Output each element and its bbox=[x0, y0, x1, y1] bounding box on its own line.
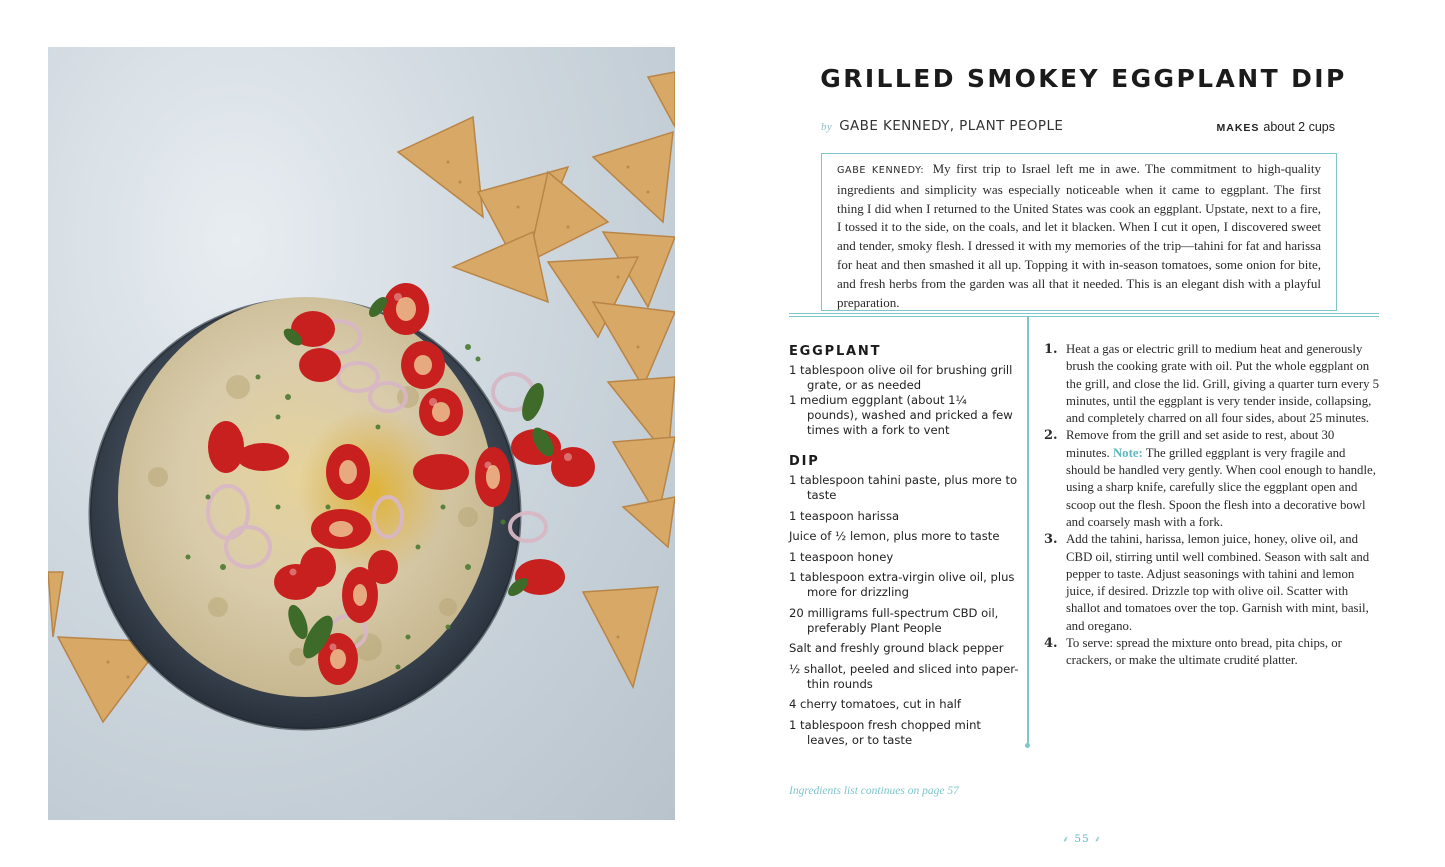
eggplant-dip-illustration bbox=[48, 47, 675, 820]
ingredient-item: 1 medium eggplant (about 1¼ pounds), washed and pricked a few times with a fork to vent bbox=[789, 393, 1013, 437]
byline bbox=[821, 118, 1063, 134]
method-step bbox=[1044, 531, 1380, 635]
method-step bbox=[1044, 427, 1380, 531]
step-text: Heat a gas or electric grill to medium heat and generously brush the cooking grate with oil. Put the whole eggplant on the grill, and close the lid. Grill, giving a quarter turn every 5 minutes, until the eggplant is very tender inside, collapsing, and completely charred on all four sides, about 25 minutes. bbox=[1066, 342, 1380, 426]
step-note-label: Note: bbox=[1112, 445, 1143, 460]
step-number: 3. bbox=[1044, 532, 1058, 548]
page-ornament-right-icon: ⸙ bbox=[1094, 835, 1102, 845]
ingredients-column bbox=[789, 344, 1019, 753]
method-step bbox=[1044, 635, 1380, 670]
recipe-photo bbox=[48, 47, 675, 820]
ingredient-item: 1 tablespoon fresh chopped mint leaves, or to taste bbox=[789, 717, 981, 747]
ingredients-list-eggplant bbox=[789, 363, 1019, 438]
byline-by: by bbox=[821, 121, 833, 133]
column-divider bbox=[1027, 317, 1029, 745]
page-number-value: 55 bbox=[1074, 833, 1090, 845]
ingredients-list-dip bbox=[789, 473, 1019, 748]
method-steps bbox=[1044, 341, 1380, 670]
ingredient-item: 20 milligrams full-spectrum CBD oil, preferably Plant People bbox=[789, 605, 999, 635]
byline-author: GABE KENNEDY, PLANT PEOPLE bbox=[839, 118, 1064, 134]
ingredients-heading-eggplant: EGGPLANT bbox=[789, 344, 882, 359]
ingredient-item: ½ shallot, peeled and sliced into paper-thin rounds bbox=[789, 661, 1019, 691]
page-ornament-left-icon: ⸙ bbox=[1062, 835, 1070, 845]
headnote-text: My first trip to Israel left me in awe. The commitment to high-quality ingredients and simplicity was especially noticeable when it came to eggplant. The first thing I did when I returned to the United States was cook an eggplant. Upstate, next to a fire, I tossed it to the side, on the coals, and let it blacken. When I cut it open, I discovered sweet and tender, smoky flesh. I dressed it with my memories of the trip—tahini for fat and harissa for heat and then smashed it all up. Topping it with in-season tomatoes, some onion for bite, and fresh herbs from the garden was all that it needed. This is an elegant dish with a playful preparation. bbox=[837, 161, 1322, 310]
ingredients-heading-dip: DIP bbox=[789, 454, 820, 469]
ingredient-item: 1 tablespoon tahini paste, plus more to taste bbox=[789, 473, 1018, 502]
ingredient-item: 1 teaspoon harissa bbox=[789, 508, 900, 523]
ingredient-item: 4 cherry tomatoes, cut in half bbox=[789, 697, 961, 711]
ingredient-item: Salt and freshly ground black pepper bbox=[789, 641, 1004, 655]
step-text: Remove from the grill and set aside to rest, about 30 minutes. bbox=[1066, 428, 1335, 460]
ingredient-item: 1 teaspoon honey bbox=[789, 549, 894, 564]
step-number: 4. bbox=[1044, 636, 1058, 652]
headnote-box bbox=[821, 153, 1337, 311]
yield-label: MAKES bbox=[1216, 122, 1260, 134]
step-number: 2. bbox=[1044, 428, 1058, 444]
ingredient-item: 1 tablespoon extra-virgin olive oil, plus more for drizzling bbox=[789, 570, 1015, 599]
step-number: 1. bbox=[1044, 342, 1058, 357]
method-step bbox=[1044, 341, 1380, 427]
section-divider bbox=[789, 313, 1379, 317]
page-number bbox=[1061, 832, 1103, 845]
step-text: To serve: spread the mixture onto bread, pita chips, or crackers, or make the ultimate crudité platter. bbox=[1066, 636, 1342, 668]
step-text-continued: The grilled eggplant is very fragile and should be handled very gently. When cool enough to handle, using a sharp knife, carefully slice the eggplant open and scoop out the flesh. Spoon the flesh into a decorative bowl and coarsely mash with a fork. bbox=[1066, 445, 1376, 529]
recipe-title: GRILLED SMOKEY EGGPLANT DIP bbox=[820, 64, 1347, 93]
ingredient-item: 1 tablespoon olive oil for brushing grill grate, or as needed bbox=[789, 363, 1013, 392]
continuation-note: Ingredients list continues on page 57 bbox=[789, 785, 959, 797]
yield bbox=[1216, 120, 1335, 134]
ingredient-item: Juice of ½ lemon, plus more to taste bbox=[789, 529, 1000, 543]
yield-value: about 2 cups bbox=[1263, 120, 1335, 134]
headnote-speaker: GABE KENNEDY: bbox=[837, 165, 925, 176]
step-text: Add the tahini, harissa, lemon juice, honey, olive oil, and CBD oil, stirring until well combined. Season with salt and pepper to taste. Adjust seasonings with tahini and lemon juice, if desired. Drizzle top with olive oil. Scatter with shallot and tomatoes over the top. Garnish with mint, basil, and oregano. bbox=[1066, 532, 1370, 633]
